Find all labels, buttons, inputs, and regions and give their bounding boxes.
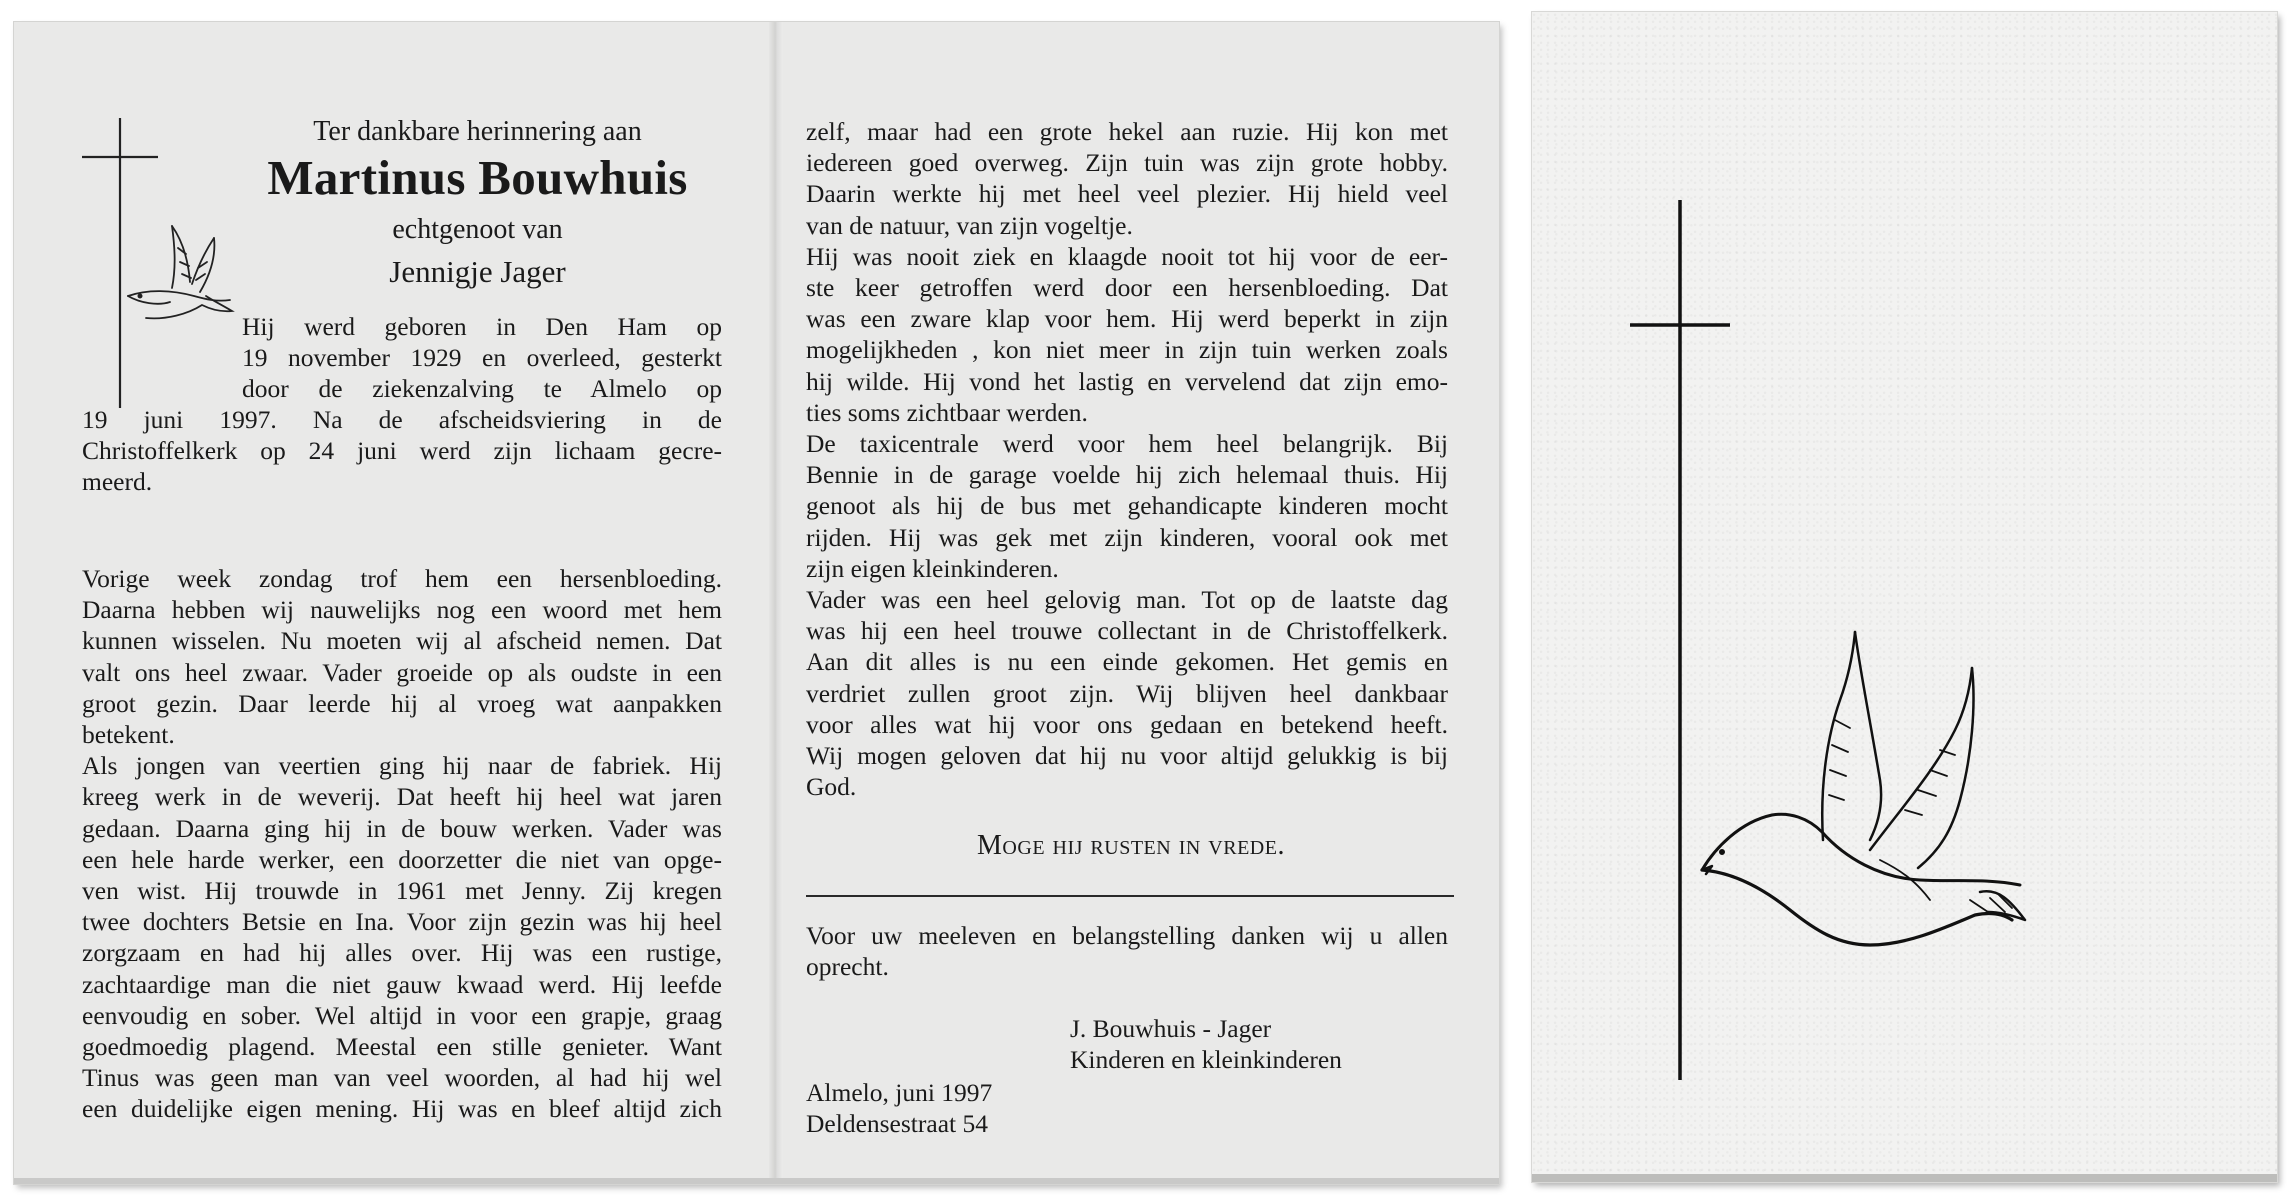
- body-line: een duidelijke eigen mening. Hij was en bleef altijd zich: [82, 1094, 722, 1124]
- body-line: iedereen goed overweg. Zijn tuin was zijn grote hobby.: [806, 148, 1448, 178]
- body-line: hij wilde. Hij vond het lastig en vervelend dat zijn emo-: [806, 366, 1448, 396]
- dove-icon: [0, 0, 1, 1]
- body-line: Tinus was geen man van veel woorden, al had hij wel: [82, 1063, 722, 1093]
- body-line: ties soms zichtbaar werden.: [806, 397, 1088, 427]
- card-fold: [769, 22, 783, 1184]
- deceased-name: Martinus Bouwhuis: [267, 150, 688, 205]
- body-line: zachtaardige man die niet gauw kwaad werd. Hij leefde: [82, 969, 722, 999]
- body-line: Daarna hebben wij nauwelijks nog een woord met hem: [82, 595, 722, 625]
- birth-line: Christoffelkerk op 24 juni werd zijn lichaam gecre-: [82, 436, 722, 465]
- body-line: twee dochters Betsie en Ina. Voor zijn gezin was hij heel: [82, 907, 722, 937]
- body-line: groot gezin. Daar leerde hij al vroeg wat aanpakken: [82, 688, 722, 718]
- body-line: God.: [806, 772, 857, 802]
- body-line: Hij was nooit ziek en klaagde nooit tot hij voor de eer-: [806, 241, 1448, 271]
- body-line: ven wist. Hij trouwde in 1961 met Jenny. Zij kregen: [82, 876, 722, 905]
- divider-line: [806, 895, 1454, 897]
- signatory: Kinderen en kleinkinderen: [1070, 1045, 1342, 1074]
- body-line: ste keer getroffen werd door een hersenbloeding. Dat: [806, 273, 1448, 302]
- body-line: voor alles wat hij voor ons gedaan en betekend heeft.: [806, 709, 1448, 739]
- card-front-cover: [1532, 12, 2277, 1182]
- thanks-line: oprecht.: [806, 952, 889, 981]
- body-line: zijn eigen kleinkinderen.: [806, 553, 1059, 583]
- birth-line: door de ziekenzalving te Almelo op: [242, 374, 722, 403]
- birth-line: meerd.: [82, 467, 153, 496]
- birth-line: 19 juni 1997. Na de afscheidsviering in de: [82, 405, 722, 434]
- body-line: gedaan. Daarna ging hij in de bouw werken. Vader was: [82, 813, 722, 843]
- body-line: rijden. Hij was gek met zijn kinderen, vooral ook met: [806, 522, 1448, 552]
- intro-line: Ter dankbare herinnering aan: [313, 116, 642, 147]
- body-line: goedmoedig plagend. Meestal een stille genieter. Want: [82, 1032, 722, 1061]
- body-line: van de natuur, van zijn vogeltje.: [806, 210, 1133, 240]
- body-line: zorgzaam en had hij alles over. Hij was een rustige,: [82, 938, 722, 968]
- body-line: was hij een heel trouwe collectant in de Christoffelkerk.: [806, 616, 1448, 646]
- body-line: kunnen wisselen. Nu moeten wij al afscheid nemen. Dat: [82, 626, 722, 656]
- body-line: betekent.: [82, 720, 175, 749]
- birth-line: 19 november 1929 en overleed, gesterkt: [242, 343, 722, 372]
- body-line: eenvoudig en sober. Wel altijd in voor een grapje, graag: [82, 1000, 722, 1030]
- body-line: zelf, maar had een grote hekel aan ruzie. Hij kon met: [806, 117, 1448, 146]
- body-line: Vader was een heel gelovig man. Tot op de laatste dag: [806, 585, 1448, 614]
- body-line: Daarin werkte hij met heel veel plezier. Hij hield veel: [806, 179, 1448, 209]
- spouse-name: Jennigje Jager: [389, 254, 566, 289]
- body-line: verdriet zullen groot zijn. Wij blijven heel dankbaar: [806, 678, 1448, 708]
- body-line: Vorige week zondag trof hem een hersenbloeding.: [82, 564, 722, 593]
- signatory: J. Bouwhuis - Jager: [1070, 1014, 1272, 1043]
- body-line: was een zware klap voor hem. Hij werd beperkt in zijn: [806, 304, 1448, 334]
- body-line: Als jongen van veertien ging hij naar de fabriek. Hij: [82, 751, 722, 781]
- body-line: mogelijkheden , kon niet meer in zijn tuin werken zoals: [806, 335, 1448, 365]
- address: Deldensestraat 54: [806, 1109, 988, 1138]
- body-line: een hele harde werker, een doorzetter die niet van opge-: [82, 844, 722, 874]
- birth-line: Hij werd geboren in Den Ham op: [242, 312, 722, 341]
- motto: Moge hij rusten in vrede.: [977, 830, 1285, 861]
- body-line: Wij mogen geloven dat hij nu voor altijd gelukkig is bij: [806, 741, 1448, 770]
- body-line: De taxicentrale werd voor hem heel belangrijk. Bij: [806, 429, 1448, 458]
- body-line: Aan dit alles is nu een einde gekomen. Het gemis en: [806, 647, 1448, 677]
- body-line: genoot als hij de bus met gehandicapte kinderen mocht: [806, 491, 1448, 521]
- spouse-label: echtgenoot van: [392, 214, 563, 245]
- place-date: Almelo, juni 1997: [806, 1078, 993, 1107]
- body-line: Bennie in de garage voelde hij zich helemaal thuis. Hij: [806, 460, 1448, 490]
- body-line: kreeg werk in de weverij. Dat heeft hij heel wat jaren: [82, 782, 722, 812]
- body-line: valt ons heel zwaar. Vader groeide op als oudste in een: [82, 657, 722, 687]
- thanks-line: Voor uw meeleven en belangstelling danken wij u allen: [806, 921, 1448, 950]
